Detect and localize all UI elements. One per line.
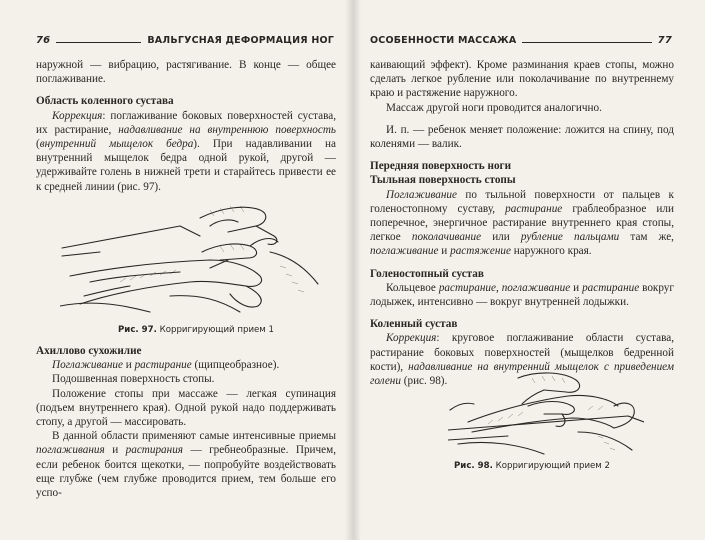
intro-paragraph: наружной — вибрацию, растягивание. В конце — общее поглаживание. [36,59,336,86]
figure-97-illustration [60,196,322,316]
right-page [358,0,705,540]
other-leg-paragraph: Массаж другой ноги проводится аналогично. [386,101,602,114]
ankle-heading: Голеностопный сустав [370,267,484,280]
foot-dorsum-paragraph: Поглаживание по тыльной поверхности от пальцев к голеностопному суставу, растирание граблеобразное или поперечное, энергичное растирание внутреннего края стопы, легкое поколачивание или рубление пальцами там же, поглаживание и растяжение наружного края. [370,188,674,258]
left-text-bottom [36,344,336,500]
left-page [0,0,350,540]
ankle-paragraph: Кольцевое растирание, поглаживание и растирание вокруг лодыжек, интенсивно — вокруг внутренней лодыжки. [370,281,674,309]
right-text [370,58,674,388]
achilles-heading: Ахиллово сухожилие [36,345,142,357]
header-rule [56,42,141,43]
achilles-line-4: В данной области применяют самые интенсивные приемы поглаживания и растирания — гребнеобразные. Причем, если ребенок боится щекотки, — попробуйте воздействовать еще глубже (чем глубже проводится прием, тем больше его успо- [36,430,336,500]
position-paragraph: И. п. — ребенок меняет положение: ложится на спину, под коленями — валик. [370,123,674,151]
foot-dorsum-heading: Тыльная поверхность стопы [370,174,516,187]
figure-97-caption: Рис. 97. Корригирующий прием 1 [118,325,274,335]
achilles-line-3: Положение стопы при массаже — легкая супинация (подъем внутреннего края). Одной рукой надо поддерживать стопу, а другой — массировать. [36,387,336,429]
achilles-line-2: Подошвенная поверхность стопы. [52,373,215,386]
knee-joint-paragraph: Коррекция: круговое поглаживание области сустава, растирание боковых поверхностей (мыщелков бедренной кости), надавливание на внутренний мыщелок с приведением голени (рис. 98). [370,332,675,388]
left-running-header [36,32,334,48]
left-page-number: 76 [36,34,51,46]
right-page-number: 77 [657,34,672,46]
right-running-head: ОСОБЕННОСТИ МАССАЖА [370,34,517,46]
knee-joint-heading: Коленный сустав [370,318,458,331]
continued-paragraph: каивающий эффект). Кроме разминания краев стопы, можно сделать легкое рубление или поколачивание по внутреннему краю и растяжение наружного. [370,59,674,100]
knee-area-heading: Область коленного сустава [36,95,174,108]
knee-area-paragraph: Коррекция: поглаживание боковых поверхностей сустава, их растирание, надавливание на внутреннюю поверхность (внутренний мыщелок бедра). При надавливании на внутренний мыщелок бедра одной рукой, другой — удерживайте голень в нижней трети и старайтесь привести ее к средней линии (рис. 97). [36,109,336,193]
right-running-header [370,32,672,48]
left-running-head: ВАЛЬГУСНАЯ ДЕФОРМАЦИЯ НОГ [147,34,334,46]
figure-98-illustration [448,370,644,456]
achilles-line-1: Поглаживание и растирание (щипцеобразное). [52,359,280,372]
figure-98-caption: Рис. 98. Корригирующий прием 2 [454,461,610,471]
header-rule [522,42,651,43]
front-leg-heading: Передняя поверхность ноги [370,160,512,173]
left-text-top [36,58,336,194]
